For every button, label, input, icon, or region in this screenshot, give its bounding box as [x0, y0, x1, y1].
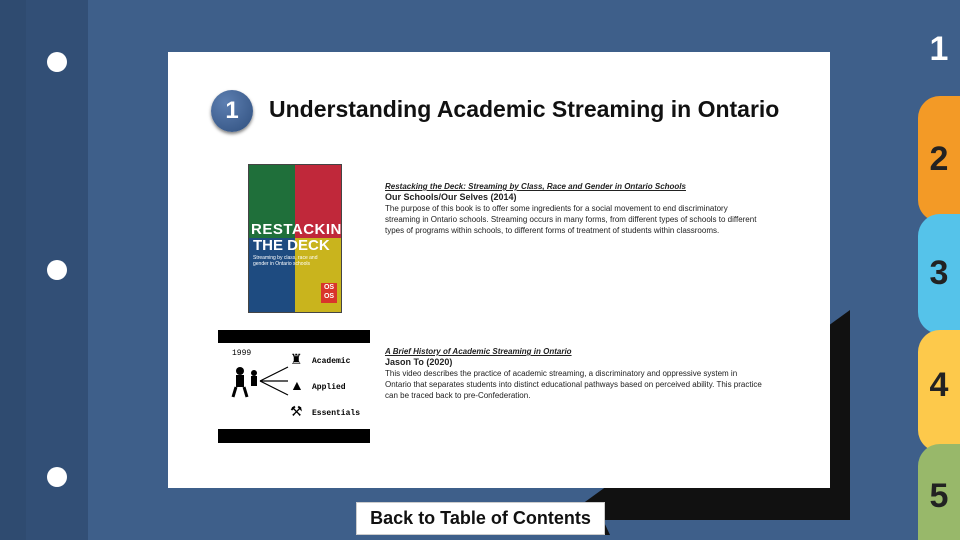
- video-year: 1999: [232, 349, 252, 358]
- resource-title-link[interactable]: Restacking the Deck: Streaming by Class, Race and Gender in Ontario Schools: [385, 182, 686, 191]
- publisher-logo: OS OS: [321, 283, 337, 303]
- students-arrows-icon: [228, 361, 292, 401]
- video-thumbnail[interactable]: [218, 330, 370, 443]
- tab-5-label[interactable]: 5: [929, 477, 949, 515]
- resource-author: Our Schools/Our Selves (2014): [385, 192, 517, 202]
- binder-hole: [47, 52, 67, 72]
- cover-title-line2: THE DECK: [253, 237, 330, 254]
- cover-subtitle: Streaming by class, race and gender in Ontario schools: [253, 255, 318, 267]
- school-icon: ♜: [290, 351, 303, 367]
- tab-2-label[interactable]: 2: [929, 140, 949, 178]
- tab-1-label[interactable]: 1: [929, 30, 949, 68]
- tab-4-label[interactable]: 4: [929, 366, 949, 404]
- resource-author: Jason To (2020): [385, 357, 453, 367]
- binder-hole: [47, 467, 67, 487]
- section-number-badge: 1: [211, 90, 253, 132]
- graduation-cap-icon: ▲: [290, 377, 304, 393]
- cover-title-line1: RESTACKING: [251, 221, 355, 238]
- resource-item: [385, 346, 765, 401]
- page-title: Understanding Academic Streaming in Ontario: [269, 96, 780, 122]
- video-label-academic: Academic: [312, 357, 351, 366]
- back-to-toc-button[interactable]: Back to Table of Contents: [356, 502, 605, 535]
- resource-description: This video describes the practice of academic streaming, a discriminatory and oppressive system in Ontario that separates students into distinct educational pathways based on perceived ability. This practice can be traced back to pre-Confederation.: [385, 369, 762, 400]
- resource-description: The purpose of this book is to offer some ingredients for a social movement to end discriminatory streaming in Ontario schools. Streaming occurs in many forms, from different types of schools to different types of programs within schools, to different forms of treatment of students within classrooms.: [385, 204, 757, 235]
- video-label-applied: Applied: [312, 383, 346, 392]
- hammer-icon: ⚒: [290, 403, 303, 419]
- binder-edge: [0, 0, 26, 540]
- resource-title-link[interactable]: A Brief History of Academic Streaming in Ontario: [385, 347, 572, 356]
- binder-hole: [47, 260, 67, 280]
- resource-item: [385, 181, 765, 236]
- tab-3-label[interactable]: 3: [929, 254, 949, 292]
- book-cover-image[interactable]: [248, 164, 355, 313]
- video-label-essentials: Essentials: [312, 409, 361, 418]
